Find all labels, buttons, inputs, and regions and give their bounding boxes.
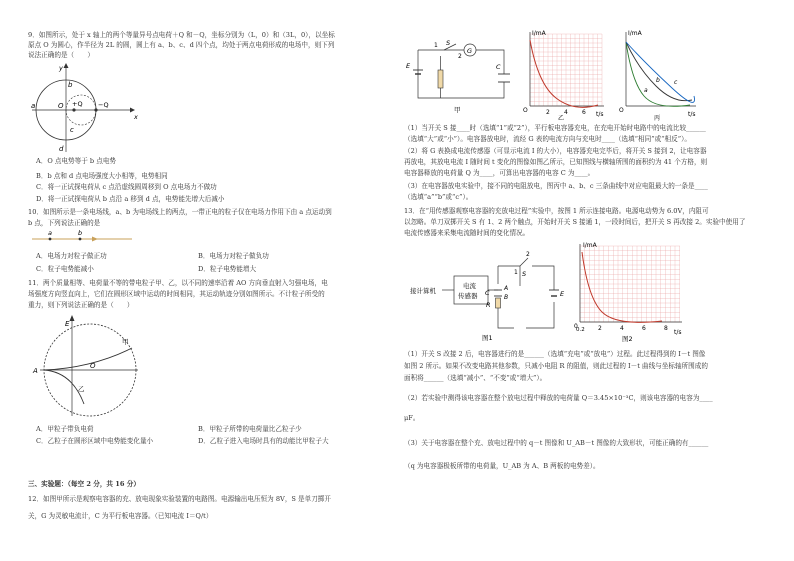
label-s: S (446, 39, 451, 47)
label-xlabel: t/s (688, 111, 696, 118)
q13-part3-note: （q 为电容器极板所带的电荷量，U_AB 为 A、B 两板的电势差）。 (404, 462, 600, 470)
label-jia: 甲 (122, 338, 129, 346)
label-computer: 接计算机 (410, 287, 436, 295)
fig-yi-graph (520, 28, 610, 120)
tick-2: 2 (546, 109, 550, 116)
switch-blade (520, 258, 528, 266)
fig-jia-circuit (404, 36, 514, 116)
tick-8: 8 (664, 325, 668, 332)
label-sensor-line2: 传感器 (458, 292, 478, 300)
q13-part1-cont2: 面积将______（选填“减小”、“不变”或“增大”）。 (404, 374, 547, 382)
field-arrow (92, 237, 98, 242)
label-2: 2 (458, 53, 462, 60)
q13-stem-line3: 电流传感器来采集电流随时间的变化情况。 (404, 229, 530, 237)
q9-option-d: D．将一正试探电荷从 b 点沿 a 移到 d 点，电势能先增大后减小 (36, 195, 225, 203)
q10-option-c: C．粒子电势能减小 (36, 265, 94, 273)
discharge-curve (530, 40, 598, 107)
q11-option-c: C．乙粒子在圆形区域中电势能变化量小 (36, 437, 154, 445)
q11-stem-line2: 场强度方向竖直向上，它们在圆形区域中运动的时间相同，其运动轨迹分别如图所示。不计粒子所受的 (28, 290, 325, 298)
q13-stem-line2: 以忽略。单刀双掷开关 S 有 1、2 两个触点，开始时开关 S 接通 1，一段时间后，把开关 S 再改接 2。实验中使用了 (404, 218, 746, 226)
positive-charge (72, 108, 75, 111)
label-c: c (70, 126, 74, 134)
caption-bing: 丙 (654, 115, 661, 122)
q13-part3: （3）关于电容器在整个充、放电过程中的 q－t 图像和 U_AB－t 图像的大致形状，可能正确的有______ (404, 439, 709, 447)
q12-part2-cont: 再放电，其放电电流 I 随时间 t 变化的图像如图乙所示，已知图线与横轴所围的面积约为 41 个方格，则 (404, 158, 708, 166)
label-1: 1 (434, 42, 438, 49)
q12-part3-cont: （选填“a”“b”或“c”）。 (404, 193, 473, 201)
label-b: b (656, 77, 660, 84)
label-a: A (33, 367, 38, 375)
label-a: A (504, 285, 509, 292)
label-d: d (59, 145, 64, 153)
fig-1-circuit (408, 250, 568, 342)
label-ylabel: I/mA (628, 30, 642, 37)
q13-part2: （2）若实验中测得该电容器在整个放电过程中释放的电荷量 Q＝3.45×10⁻³C，则该电容器的电容为____ (404, 394, 713, 402)
label-r: R (486, 301, 491, 309)
tick-6: 6 (642, 325, 646, 332)
label-e: E (406, 62, 411, 70)
label-a: a (48, 229, 52, 237)
label-a: a (644, 87, 648, 94)
discharge-curve (582, 252, 662, 322)
q12-part2: （2）将 G 表换成电流传感器（可显示电流 I 的大小），电容器充电完毕后，将开关 S 接到 2，让电容器 (404, 147, 707, 155)
point-b (79, 238, 82, 241)
tick-4: 4 (620, 325, 624, 332)
label-b: B (504, 294, 509, 301)
label-y: y (59, 64, 63, 72)
q9-option-b: B．b 点和 d 点电场强度大小相等，电势相同 (36, 172, 168, 180)
label-2: 2 (526, 251, 530, 258)
caption-yi: 乙 (558, 115, 565, 122)
q10-option-a: A．电场力对粒子做正功 (36, 252, 107, 260)
q11-option-b: B．甲粒子所带的电荷量比乙粒子少 (198, 425, 302, 433)
label-sensor-line1: 电流 (463, 282, 476, 290)
label-c: C (496, 63, 501, 71)
label-ylabel: I/mA (583, 242, 597, 249)
tick-6: 6 (582, 109, 586, 116)
trajectory-jia (44, 348, 132, 370)
grid (580, 246, 680, 322)
label-ylabel: I/mA (532, 30, 546, 37)
q10-stem-line2: b 点，下列说法正确的是 (28, 219, 101, 227)
label-c: C (485, 289, 490, 297)
q10-stem-line1: 10．如图所示是一条电场线，a、b 为电场线上的两点，一带正电的粒子仅在电场力作用下由 a 点运动到 (28, 208, 332, 216)
curve-b (626, 42, 692, 101)
y-axis-arrow (64, 63, 69, 68)
label-o: O (90, 362, 96, 370)
q9-option-c: C．将一正试探电荷从 c 点沿虚线圆周移到 O 点电场力不做功 (36, 183, 217, 191)
label-o: O (523, 107, 528, 114)
q12-part2-cont2: 电容器释放的电荷量 Q 为____，可算出电容器的电容 C 为____。 (404, 169, 595, 177)
q10-field-line-figure (32, 228, 142, 246)
q9-stem-line2: 原点 O 为圆心，作半径为 2L 的圆，圆上有 a、b、c、d 四个点，均处于两点电荷形成的电场中，则下列 (28, 41, 335, 49)
label-o: 0 (574, 323, 578, 330)
q12-stem-line1: 12．如图甲所示是观察电容器的充、放电现象实验装置的电路图。电源输出电压恒为 8V，S 是单刀掷开 (28, 495, 331, 503)
q9-option-a: A．O 点电势等于 b 点电势 (36, 157, 117, 165)
q13-part2-unit: μF。 (404, 414, 420, 422)
label-e: E (65, 320, 70, 328)
label-e: E (560, 290, 565, 298)
q9-stem-line3: 说法正确的是（ ） (28, 51, 94, 59)
caption-fig1: 图1 (482, 334, 493, 342)
tick-2: 2 (598, 325, 602, 332)
q12-part1-cont: （选填“大”或“小”）。电容器放电时，流经 G 表的电流方向与充电时____（选填“相同”或“相反”）。 (404, 135, 691, 143)
label-xlabel: t/s (674, 329, 682, 336)
q12-part1: （1）当开关 S 接____时（选填“1”或“2”），平行板电容器充电，在充电开始时电路中的电流比较______ (404, 124, 706, 132)
section-3-heading: 三、实验题：（每空 2 分，共 16 分） (28, 480, 140, 488)
e-field-arrow (70, 315, 75, 321)
label-yi: 乙 (78, 385, 85, 393)
label-b: b (78, 229, 83, 237)
q9-figure (32, 62, 142, 154)
fig-bing-graph (616, 28, 702, 120)
point-a (49, 238, 52, 241)
q11-stem-line1: 11．两个质量相等、电荷量不等的带电粒子甲、乙，以不同的速率沿着 AO 方向垂直射入匀强电场，电 (28, 279, 328, 287)
caption-fig2: 图2 (622, 335, 633, 343)
q10-option-b: B．电场力对粒子做负功 (198, 252, 269, 260)
tick-4: 4 (564, 109, 568, 116)
label-x: x (134, 113, 138, 121)
resistor (496, 298, 501, 308)
label-o: O (619, 107, 624, 114)
label-a: a (31, 102, 36, 110)
label-xlabel: t/s (596, 111, 604, 118)
label-b: b (68, 81, 73, 89)
label-g: G (467, 47, 473, 55)
label-c: c (674, 79, 678, 86)
tick-02: 0.2 (576, 327, 585, 333)
circuit-wires (488, 266, 554, 328)
resistor (438, 70, 443, 88)
curve-a (626, 42, 690, 106)
q13-part1-cont: 如图 2 所示。如果不改变电路其他参数，只减小电阻 R 的阻值，则此过程的 I－t 曲线与坐标轴所围成的 (404, 362, 708, 370)
label-s: S (522, 270, 527, 278)
label-plus-q: +Q (72, 100, 83, 108)
label-minus-q: −Q (98, 101, 109, 109)
curve-c (626, 42, 695, 102)
x-axis-arrow (130, 108, 135, 113)
q11-stem-line3: 重力，则下列说法正确的是（ ） (28, 301, 134, 309)
q10-option-d: D．粒子电势能增大 (198, 265, 257, 273)
q13-stem-line1: 13．在“用传感器观察电容器的充放电过程”实验中，按图 1 所示连接电路。电源电动势为 6.0V，内阻可 (404, 207, 709, 215)
q13-part1: （1）开关 S 改接 2 后，电容器进行的是______（选填“充电”或“放电”）过程。此过程得到的 I－t 图像 (404, 350, 706, 358)
caption-jia: 甲 (454, 106, 461, 114)
q12-part3: （3）在电容器放电实验中，接不同的电阻放电，图丙中 a、b、c 三条曲线中对应电阻最大的一条是____ (404, 182, 708, 190)
label-1: 1 (514, 269, 518, 276)
fig-2-graph (570, 238, 690, 342)
q9-stem-line1: 9．如图所示，处于 x 轴上的两个等量异号点电荷＋Q 和－Q，坐标分别为（L，0）和（3L，0），以坐标 (28, 31, 335, 39)
q11-figure (32, 312, 142, 420)
q11-option-a: A．甲粒子带负电荷 (36, 425, 94, 433)
label-o: O (58, 102, 64, 110)
q12-stem-line2: 关，G 为灵敏电流计，C 为平行板电容器。（已知电流 I＝Q/t） (28, 512, 213, 520)
q11-option-d: D．乙粒子进入电场时具有的动能比甲粒子大 (198, 437, 329, 445)
